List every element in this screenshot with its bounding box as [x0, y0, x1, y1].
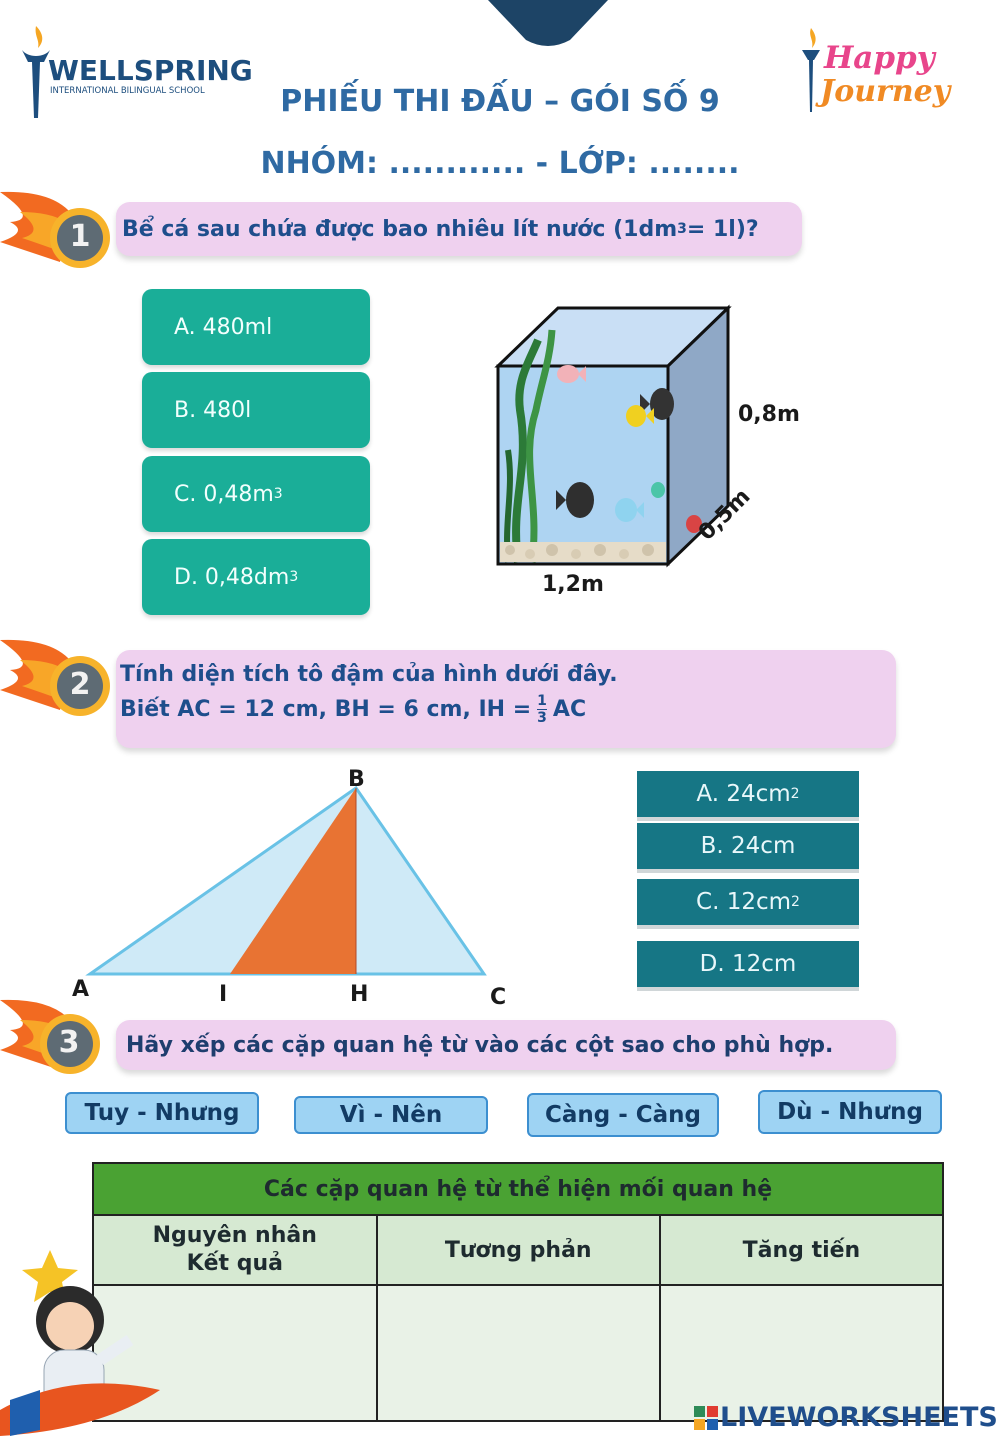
q1-option-c-label: C. 0,48m [174, 481, 274, 507]
triangle-figure [80, 780, 500, 990]
q2-option-a[interactable] [637, 771, 859, 817]
pebbles-icon [500, 542, 666, 562]
q2-option-a-sup: 2 [790, 786, 800, 802]
astronaut-rocket-illustration [0, 1240, 170, 1440]
chip-du-nhung[interactable]: Dù - Nhưng [758, 1090, 942, 1134]
school-subtitle: INTERNATIONAL BILINGUAL SCHOOL [50, 86, 205, 96]
q2-option-c-label: C. 12cm [696, 889, 792, 915]
column-increase: Tăng tiến [660, 1215, 943, 1285]
point-b: B [348, 767, 365, 792]
q2-option-d[interactable] [637, 941, 859, 987]
question-2-line2 [120, 693, 896, 726]
page-title: PHIẾU THI ĐẤU – GÓI SỐ 9 [280, 84, 720, 119]
question-1-sup: 3 [677, 221, 687, 237]
q2-option-b[interactable] [637, 823, 859, 869]
top-ribbon-decoration [488, 0, 608, 48]
point-i: I [219, 982, 228, 1007]
q2-option-c-sup: 2 [791, 894, 800, 910]
q2-option-a-label: A. 24cm [696, 781, 791, 807]
dimension-height: 0,8m [738, 402, 800, 427]
question-number-3: 3 [58, 1025, 80, 1060]
q1-option-d-label: D. 0,48dm [174, 564, 290, 590]
liveworksheets-icon [694, 1406, 718, 1430]
fraction [537, 693, 547, 726]
dimension-depth: 0,5m [694, 484, 756, 546]
point-h: H [350, 982, 369, 1007]
question-number-1: 1 [69, 219, 91, 254]
question-2-line2-post: AC [552, 697, 587, 722]
point-c: C [490, 985, 507, 1010]
question-1-box [116, 202, 802, 256]
fraction-numerator: 1 [537, 693, 547, 709]
question-number-2: 2 [69, 667, 91, 702]
q1-option-c-sup: 3 [273, 486, 283, 502]
column-cause-effect-line1: Nguyên nhân [152, 1223, 317, 1248]
q2-option-c[interactable] [637, 879, 859, 925]
drop-zone-increase[interactable] [660, 1285, 943, 1421]
q1-option-b-label: B. 480l [174, 397, 252, 423]
school-name: WELLSPRING [48, 54, 253, 87]
q1-option-c[interactable] [142, 456, 370, 532]
column-contrast: Tương phản [377, 1215, 660, 1285]
question-2-box [116, 650, 896, 748]
question-3-box [116, 1020, 896, 1070]
point-a: A [72, 977, 90, 1002]
question-2-line1: Tính diện tích tô đậm của hình dưới đây. [120, 662, 618, 687]
chip-vi-nen[interactable]: Vì - Nên [294, 1096, 488, 1134]
brand-text: LIVEWORKSHEETS [720, 1402, 998, 1433]
question-2-line2-pre: Biết AC = 12 cm, BH = 6 cm, IH = [120, 697, 532, 722]
q1-option-a-label: A. 480ml [174, 314, 273, 340]
fraction-denominator: 3 [537, 710, 547, 726]
q2-option-b-label: B. 24cm [700, 833, 796, 859]
table-header: Các cặp quan hệ từ thể hiện mối quan hệ [93, 1163, 943, 1215]
question-3-text: Hãy xếp các cặp quan hệ từ vào các cột sao cho phù hợp. [126, 1032, 834, 1058]
group-class-line: NHÓM: ............ - LỚP: ........ [260, 146, 740, 181]
q1-option-d-sup: 3 [289, 569, 299, 585]
liveworksheets-brand [694, 1402, 998, 1433]
relation-table [92, 1162, 944, 1422]
column-cause-effect-line2: Kết quả [186, 1251, 283, 1276]
logo-happy: Happy [824, 40, 935, 76]
chip-tuy-nhung[interactable]: Tuy - Nhưng [65, 1092, 259, 1134]
dimension-width: 1,2m [542, 572, 604, 597]
q1-option-a[interactable] [142, 289, 370, 365]
q2-option-d-label: D. 12cm [699, 951, 797, 977]
question-1-text-post: = 1l)? [686, 216, 759, 242]
q1-option-d[interactable] [142, 539, 370, 615]
q1-option-b[interactable] [142, 372, 370, 448]
logo-journey: Journey [820, 74, 951, 109]
question-1-text-pre: Bể cá sau chứa được bao nhiêu lít nước (1dm [122, 216, 678, 242]
drop-zone-contrast[interactable] [377, 1285, 660, 1421]
chip-cang-cang[interactable]: Càng - Càng [527, 1093, 719, 1137]
